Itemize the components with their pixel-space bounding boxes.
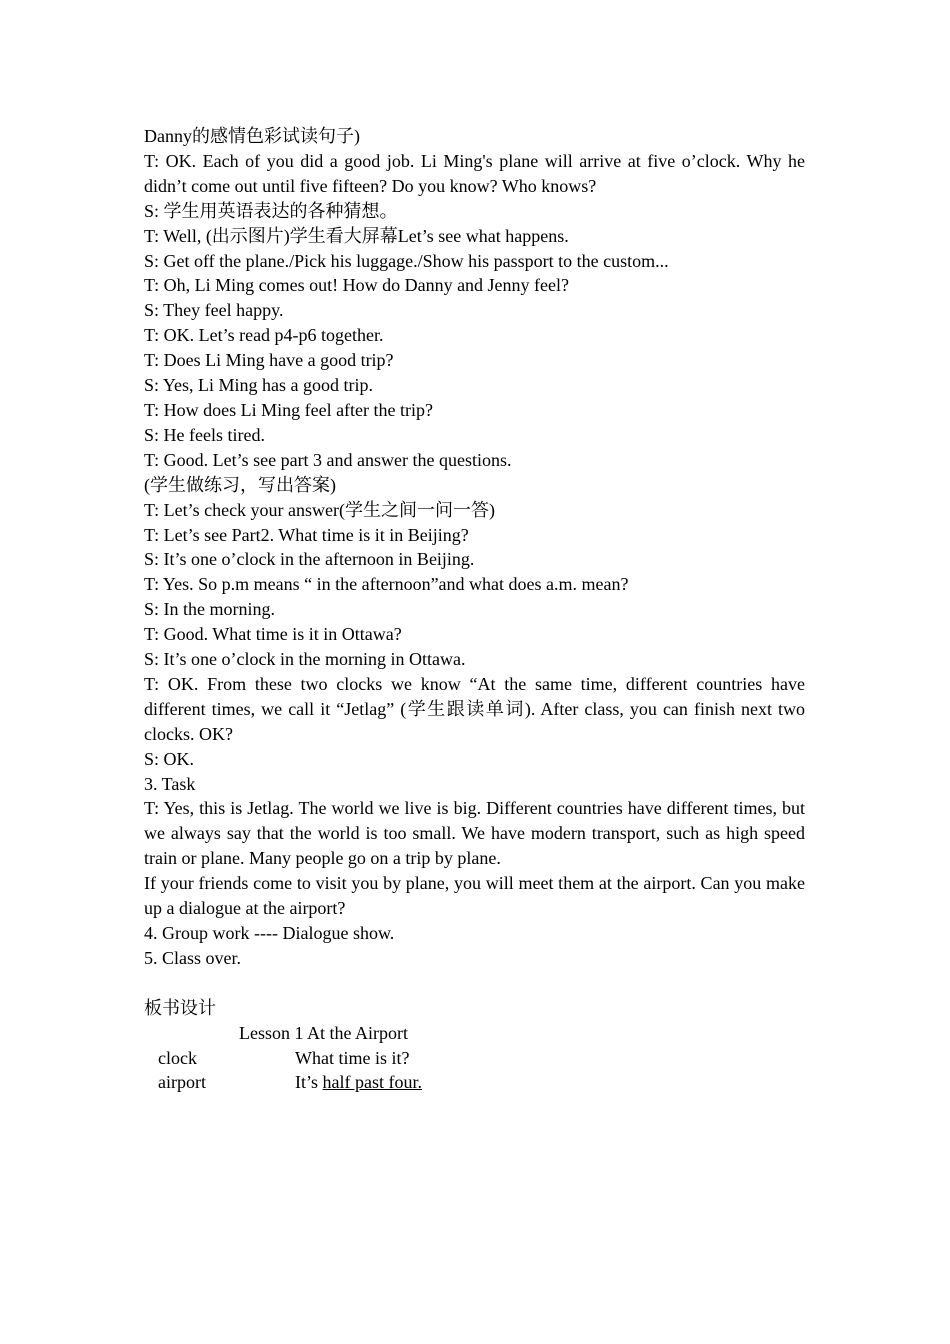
- board-title-row: [144, 1021, 805, 1046]
- section-heading: 4. Group work ---- Dialogue show.: [144, 923, 395, 943]
- transcript-line: T: Good. Let’s see part 3 and answer the questions.: [144, 449, 512, 470]
- transcript-line: T: Does Li Ming have a good trip?: [144, 350, 394, 371]
- transcript-line: S: He feels tired.: [144, 424, 265, 445]
- transcript-line: S: 学生用英语表达的各种猜想。: [144, 200, 398, 221]
- board-word: airport: [158, 1072, 206, 1093]
- transcript-line: S: In the morning.: [144, 599, 275, 620]
- transcript-line: T: How does Li Ming feel after the trip?: [144, 399, 434, 420]
- board-sentence-prefix: It’s: [295, 1072, 323, 1093]
- board-sentence: [295, 1070, 422, 1095]
- transcript-line: S: It’s one o’clock in the morning in Ottawa.: [144, 649, 466, 670]
- transcript-line: (学生做练习，写出答案): [144, 474, 336, 495]
- board-title: Lesson 1 At the Airport: [239, 1022, 408, 1043]
- document-page: [144, 124, 805, 1095]
- transcript-line: S: It’s one o’clock in the afternoon in Beijing.: [144, 549, 475, 570]
- transcript-line: Danny的感情色彩试读句子): [144, 126, 360, 146]
- transcript-line: S: They feel happy.: [144, 300, 284, 321]
- transcript-line: T: Well, (出示图片)学生看大屏幕Let’s see what happens.: [144, 225, 569, 246]
- board-row-1: [144, 1046, 805, 1071]
- transcript-line: T: Yes. So p.m means “ in the afternoon”and what does a.m. mean?: [144, 574, 629, 595]
- transcript-line: S: Get off the plane./Pick his luggage./Show his passport to the custom...: [144, 250, 669, 271]
- transcript-line: T: Let’s check your answer(学生之间一问一答): [144, 499, 496, 520]
- board-row-2: [144, 1070, 805, 1095]
- transcript-line: S: Yes, Li Ming has a good trip.: [144, 375, 374, 396]
- transcript-paragraph: If your friends come to visit you by plane, you will meet them at the airport. Can you make up a dialogue at the airport?: [144, 873, 805, 919]
- board-design-heading: 板书设计: [144, 997, 216, 1018]
- board-word: clock: [158, 1047, 197, 1068]
- section-heading: 5. Class over.: [144, 947, 241, 968]
- spacer: [144, 971, 805, 996]
- transcript-paragraph: T: OK. Each of you did a good job. Li Ming's plane will arrive at five o’clock. Why he didn’t come out until five fifteen? Do you know? Who knows?: [144, 150, 805, 196]
- transcript-paragraph: T: OK. From these two clocks we know “At the same time, different countries have different times, we call it “Jetlag” (学生跟读单词). After class, you can finish next two clocks. OK?: [144, 673, 805, 744]
- transcript-line: T: Oh, Li Ming comes out! How do Danny and Jenny feel?: [144, 275, 570, 296]
- transcript-line: T: Good. What time is it in Ottawa?: [144, 624, 402, 645]
- transcript-line: S: OK.: [144, 748, 195, 769]
- transcript-line: T: OK. Let’s read p4-p6 together.: [144, 325, 384, 346]
- section-heading: 3. Task: [144, 773, 196, 794]
- board-sentence: What time is it?: [295, 1047, 410, 1068]
- transcript-line: T: Let’s see Part2. What time is it in Beijing?: [144, 524, 469, 545]
- board-sentence-underlined: half past four.: [322, 1072, 422, 1093]
- transcript-paragraph: T: Yes, this is Jetlag. The world we live is big. Different countries have different times, but we always say that the world is too small. We have modern transport, such as high speed train or plane. Many people go on a trip by plane.: [144, 798, 805, 869]
